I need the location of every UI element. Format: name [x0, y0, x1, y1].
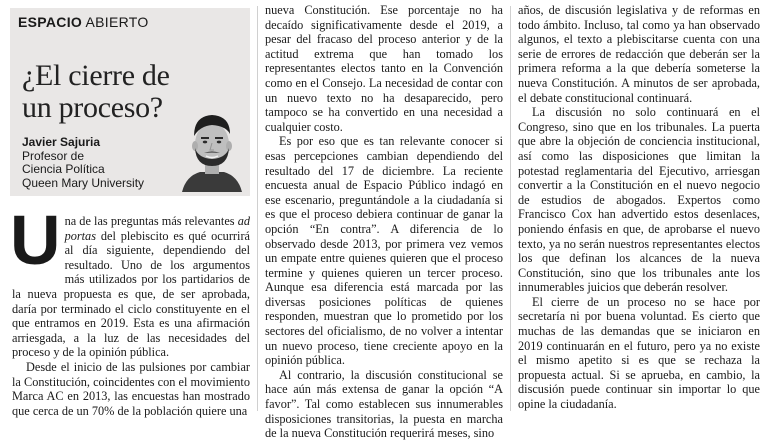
column-1	[10, 201, 250, 418]
author-role-3: Queen Mary University	[22, 175, 145, 190]
column-3	[518, 3, 760, 412]
column-divider	[257, 6, 258, 411]
paragraph-6: años, de discusión legislativa y de reformas en todo ámbito. Incluso, tal como ya han observado algunos, el texto a plebiscitarse cuenta con una serie de errores de redacción que deberán ser la primera reforma a la que debería someterse la nueva Constitución. A minutos de ser aprobada, el debate constitucional continuará.	[518, 3, 760, 105]
section-tag-light: ABIERTO	[82, 14, 149, 30]
paragraph-intro-start: na de las preguntas más relevantes	[64, 214, 238, 228]
author-role-2: Ciencia Política	[22, 162, 105, 176]
paragraph-5: Al contrario, la discusión constitucional se hace aún más extensa de ganar la opción “A favor”. Tal como establecen sus innumerables disposiciones transitorias, la puesta en marcha de la nueva Constitución requerirá meses, sino	[265, 367, 503, 441]
paragraph-2: Desde el inicio de las pulsiones por cambiar la Constitución, coincidentes con el movimiento Marca AC en 2013, las encuestas han mostrado que cerca de un 70% de la población quiere una	[12, 359, 250, 418]
author-portrait-icon	[180, 106, 244, 192]
paragraph-8: El cierre de un proceso no se hace por secretaría ni por buena voluntad. Es cierto que muchas de las demandas que se iniciaron en 2019 continuarán en el futuro, pero ya no existe el mismo apetito si es que se rechaza la propuesta actual. Si se aprueba, en cambio, la discusión puede continuar sin importar lo que opine la ciudadanía.	[518, 294, 760, 412]
paragraph-3: nueva Constitución. Ese porcentaje no ha decaído significativamente desde el 2019, a pesar del fracaso del proceso anterior y de la actitud extrema que han tomado los representantes electos tanto en la Convención como en el Consejo. La necesidad de contar con un nuevo texto no ha desaparecido, pero tampoco se ha convertido en una necesidad a cualquier costo.	[265, 3, 503, 134]
author-name: Javier Sajuria	[22, 135, 101, 149]
column-2	[265, 3, 503, 441]
section-tag	[18, 14, 149, 30]
paragraph-4: Es por eso que es tan relevante conocer si esas percepciones cambian dependiendo del resultado del 17 de diciembre. La reciente encuesta anual de Espacio Público indagó en ese escenario, preguntándole a la ciudadanía si es que el proceso debiera continuar de ganar la opción “En contra”. A diferencia de lo observado desde 2013, por primera vez vemos un empate entre quienes quieren que el proceso termine y quienes quieren un tercer proceso. Aunque esa diferencia está marcada por las diversas posiciones políticas de quienes responden, muestran que lo prometido por los sectores del oficialismo, de no volver a intentar un nuevo proceso, tiene creciente apoyo en la opinión pública.	[265, 134, 503, 368]
column-divider	[510, 6, 511, 411]
drop-cap: U	[10, 201, 61, 279]
paragraph-intro-rest: del plebiscito es qué ocurrirá al día siguiente, dependiendo del resultado. Uno de los argumentos más utilizados por los partidarios de la nueva propuesta es que, de ser aprobada, daría por terminado el ciclo constituyente en el que entramos en 2019. Esta es una afirmación arriesgada, a la luz de las necesidades del proceso y de la opinión pública.	[12, 228, 250, 360]
headline: ¿El cierre de un proceso?	[22, 59, 170, 124]
author-block	[22, 136, 182, 190]
paragraph-7: La discusión no solo continuará en el Congreso, sino que en los tribunales. La puerta que abre la objeción de conciencia institucional, así como las disposiciones que limitan la potestad reglamentaria del Ejecutivo, arriesgan convertir a la Constitución en el nuevo negocio de estudios de abogados. Expertos como Francisco Cox han advertido estos desenlaces, poniendo énfasis en que, de aprobarse el nuevo texto, ya no serán nuestros representantes electos los que definan los alcances de la nueva Constitución, sino que los tribunales ante los innumerables juicios que deberán resolver.	[518, 105, 760, 295]
paragraph-intro-emphasis: ad portas	[64, 214, 250, 243]
paragraph-intro	[10, 201, 250, 360]
section-tag-bold: ESPACIO	[18, 14, 83, 30]
author-role-1: Profesor de	[22, 148, 85, 163]
header-box	[10, 8, 250, 196]
